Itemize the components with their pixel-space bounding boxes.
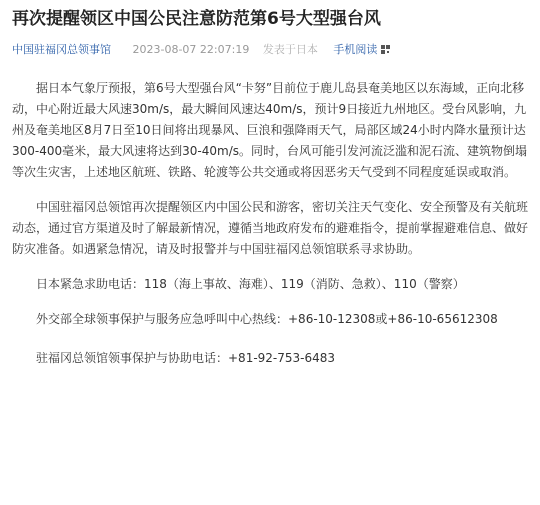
qr-code-icon[interactable]	[381, 45, 390, 54]
page-title: 再次提醒领区中国公民注意防范第6号大型强台风	[12, 9, 381, 29]
mobile-read-label[interactable]: 手机阅读	[333, 43, 378, 56]
publisher-label: 发表于日本	[262, 43, 318, 56]
article-body	[12, 78, 528, 369]
paragraph-reminder: 中国驻福冈总领馆再次提醒领区内中国公民和游客，密切关注天气变化、安全预警及有关航班动态，通过官方渠道及时了解最新情况，遵循当地政府发布的避难指令，提前掌握避难信息、做好防灾准备。如遇紧急情况，请及时报警并与中国驻福冈总领馆联系寻求协助。	[12, 200, 529, 256]
paragraph-mfa-hotline: 外交部全球领事保护与服务应急呼叫中心热线：+86-10-12308或+86-10-65612308	[36, 312, 498, 326]
publish-time: 2023-08-07 22:07:19	[132, 43, 250, 56]
paragraph-consulate-phone: 驻福冈总领馆领事保护与协助电话：+81-92-753-6483	[36, 351, 336, 365]
mobile-read-link[interactable]	[333, 43, 390, 56]
paragraph-forecast: 据日本气象厅预报，第6号大型强台风“卡努”目前位于鹿儿岛县奄美地区以东海域，正向北移动，中心附近最大风速30m/s，最大瞬间风速达40m/s，预计9日接近九州地区。受台风影响，九州及奄美地区8月7日至10日间将出现暴风、巨浪和强降雨天气，局部区域24小时内降水量预计达300-400毫米，最大风速将达到30-40m/s。同时，台风可能引发河流泛滥和泥石流、建筑物倒塌等次生灾害，上述地区航班、铁路、轮渡等公共交通或将因恶劣天气受到不同程度延误或取消。	[12, 81, 527, 179]
source-link[interactable]: 中国驻福冈总领事馆	[12, 43, 111, 56]
article-meta	[12, 42, 532, 58]
paragraph-japan-emergency-numbers: 日本紧急求助电话：118（海上事故、海难）、119（消防、急救）、110（警察）	[36, 277, 465, 291]
